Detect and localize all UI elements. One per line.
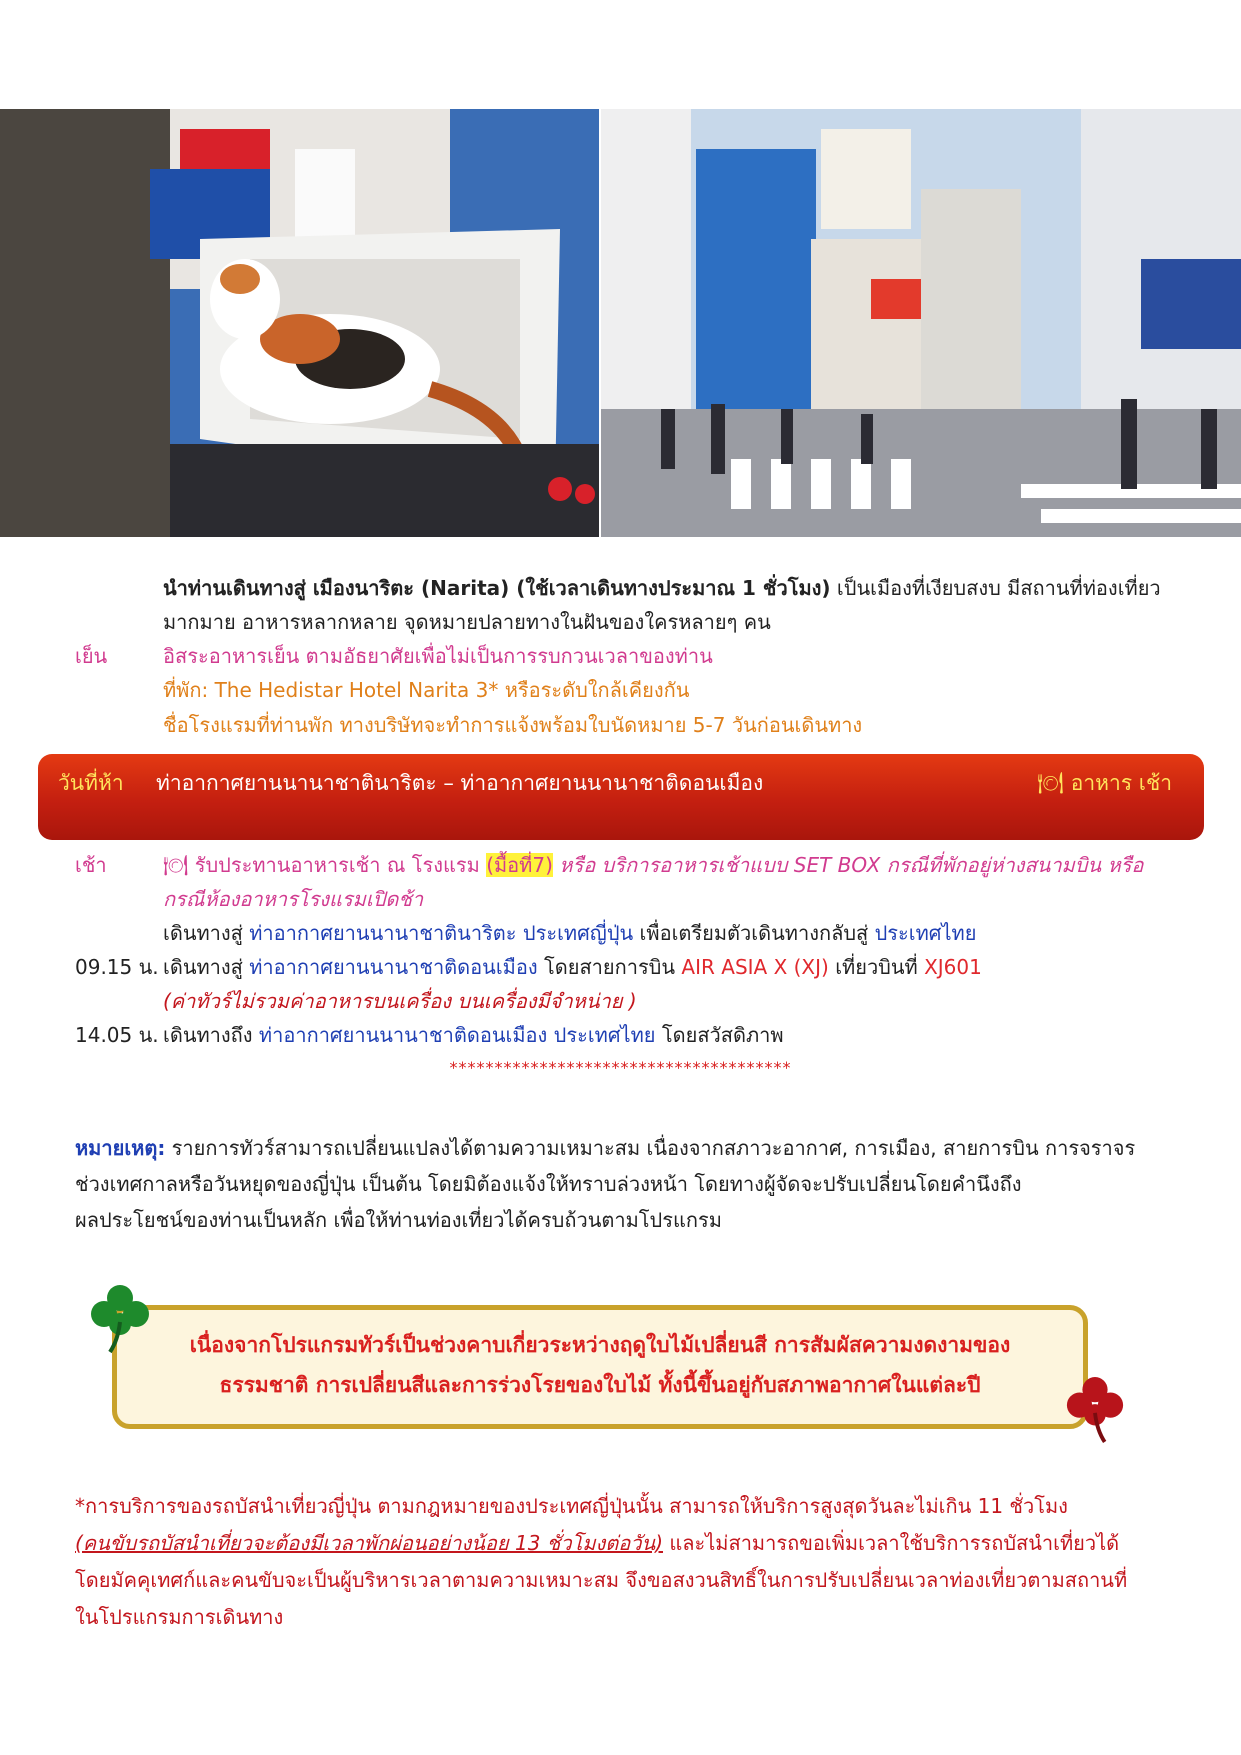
breakfast-alt-2: กรณีห้องอาหารโรงแรมเปิดช้า [163, 887, 424, 911]
morning-label: เช้า [75, 853, 107, 877]
tokyo-street-illustration [601, 109, 1241, 537]
morning-breakfast [163, 850, 1143, 880]
flight-time: 09.15 น. [75, 955, 159, 979]
autumn-info-box [112, 1305, 1088, 1429]
intro-rest: เป็นเมืองที่เงียบสงบ มีสถานที่ท่องเที่ยว [830, 576, 1161, 600]
meal-number: (มื้อที่7) [486, 853, 553, 877]
day-meals [1037, 768, 1172, 798]
intro-bold: นำท่านเดินทางสู่ เมืองนาริตะ (Narita) (ใช้เวลาเดินทางประมาณ 1 ชั่วโมง) [163, 576, 831, 600]
remark-label: หมายเหตุ: [75, 1136, 166, 1160]
intro-line-2: มากมาย อาหารหลากหลาย จุดหมายปลายทางในฝันของใครหลายๆ คน [163, 610, 771, 634]
breakfast-text: รับประทานอาหารเช้า ณ โรงแรม [188, 853, 487, 877]
day-five-banner [38, 754, 1204, 840]
arrival-line [163, 1020, 784, 1050]
bus-note-line-2: และไม่สามารถขอเพิ่มเวลาใช้บริการรถบัสนำเที่ยวได้ [663, 1531, 1120, 1555]
flight-e: เที่ยวบินที่ [828, 955, 925, 979]
flight-number: XJ601 [924, 955, 982, 979]
transfer-airport: ท่าอากาศยานนานาชาตินาริตะ ประเทศญี่ปุ่น [249, 921, 634, 945]
transfer-c: เพื่อเตรียมตัวเดินทางกลับสู่ [633, 921, 875, 945]
bus-note-underlined: (คนขับรถบัสนำเที่ยวจะต้องมีเวลาพักผ่อนอย่างน้อย 13 ชั่วโมงต่อวัน) [75, 1531, 663, 1555]
flight-airline: AIR ASIA X (XJ) [681, 955, 829, 979]
separator: ************************************** [449, 1058, 792, 1077]
transfer-country: ประเทศไทย [874, 921, 977, 945]
evening-hotel-note: ชื่อโรงแรมที่ท่านพัก ทางบริษัทจะทำการแจ้งพร้อมใบนัดหมาย 5-7 วันก่อนเดินทาง [163, 713, 863, 737]
remark-line-3: ผลประโยชน์ของท่านเป็นหลัก เพื่อให้ท่านท่องเที่ยวได้ครบถ้วนตามโปรแกรม [75, 1208, 722, 1232]
green-clover-icon [88, 1282, 152, 1354]
flight-a: เดินทางสู่ [163, 955, 250, 979]
flight-airport: ท่าอากาศยานนานาชาติดอนเมือง [249, 955, 538, 979]
day-label: วันที่ห้า [58, 771, 124, 795]
info-line-2: ธรรมชาติ การเปลี่ยนสีและการร่วงโรยของใบไม้ ทั้งนี้ขึ้นอยู่กับสภาพอากาศในแต่ละปี [219, 1373, 981, 1397]
photo-3d-cat-billboard [0, 109, 599, 537]
arrival-time: 14.05 น. [75, 1023, 159, 1047]
transfer-line [163, 918, 976, 948]
meal-icon: 🍽 [163, 853, 189, 877]
breakfast-alt: หรือ บริการอาหารเช้าแบบ SET BOX กรณีที่พักอยู่ห่างสนามบิน หรือ [552, 853, 1144, 877]
bus-note-line-4: ในโปรแกรมการเดินทาง [75, 1605, 284, 1629]
arrival-c: โดยสวัสดิภาพ [655, 1023, 784, 1047]
day-route: ท่าอากาศยานนานาชาตินาริตะ – ท่าอากาศยานนานาชาติดอนเมือง [156, 771, 764, 795]
flight-c: โดยสายการบิน [537, 955, 682, 979]
remark-line-2: ช่วงเทศกาลหรือวันหยุดของญี่ปุ่น เป็นต้น โดยมิต้องแจ้งให้ทราบล่วงหน้า โดยทางผู้จัดจะปรับเปลี่ยนโดยคำนึงถึง [75, 1172, 1022, 1196]
evening-label: เย็น [75, 644, 108, 668]
bus-note [75, 1488, 1165, 1636]
photo-tokyo-crossing [601, 109, 1241, 537]
arrival-a: เดินทางถึง [163, 1023, 259, 1047]
flight-line [163, 952, 982, 982]
meals-text: อาหาร เช้า [1070, 771, 1172, 795]
evening-hotel: ที่พัก: The Hedistar Hotel Narita 3* หรือระดับใกล้เคียงกัน [163, 678, 690, 702]
intro-line-1 [163, 573, 1161, 603]
arrival-airport: ท่าอากาศยานนานาชาติดอนเมือง ประเทศไทย [258, 1023, 656, 1047]
bus-note-line-1: *การบริการของรถบัสนำเที่ยวญี่ปุ่น ตามกฎหมายของประเทศญี่ปุ่นนั้น สามารถให้บริการสูงสุดวันละไม่เกิน 11 ชั่วโมง [75, 1494, 1068, 1518]
remark-paragraph [75, 1130, 1165, 1238]
meal-icon: 🍽 [1037, 771, 1065, 795]
evening-dinner: อิสระอาหารเย็น ตามอัธยาศัยเพื่อไม่เป็นการรบกวนเวลาของท่าน [163, 644, 713, 668]
flight-note: (ค่าทัวร์ไม่รวมค่าอาหารบนเครื่อง บนเครื่องมีจำหน่าย ) [163, 989, 637, 1013]
transfer-a: เดินทางสู่ [163, 921, 250, 945]
remark-line-1: รายการทัวร์สามารถเปลี่ยนแปลงได้ตามความเหมาะสม เนื่องจากสภาวะอากาศ, การเมือง, สายการบิน การจราจร [165, 1136, 1136, 1160]
bus-note-line-3: โดยมัคคุเทศก์และคนขับจะเป็นผู้บริหารเวลาตามความเหมาะสม จึงขอสงวนสิทธิ์ในการปรับเปลี่ยนเวลาท่องเที่ยวตามสถานที่ [75, 1568, 1128, 1592]
cat-billboard-illustration [0, 109, 599, 537]
info-line-1: เนื่องจากโปรแกรมทัวร์เป็นช่วงคาบเกี่ยวระหว่างฤดูใบไม้เปลี่ยนสี การสัมผัสความงดงามของ [189, 1333, 1011, 1357]
red-clover-icon [1064, 1374, 1126, 1444]
